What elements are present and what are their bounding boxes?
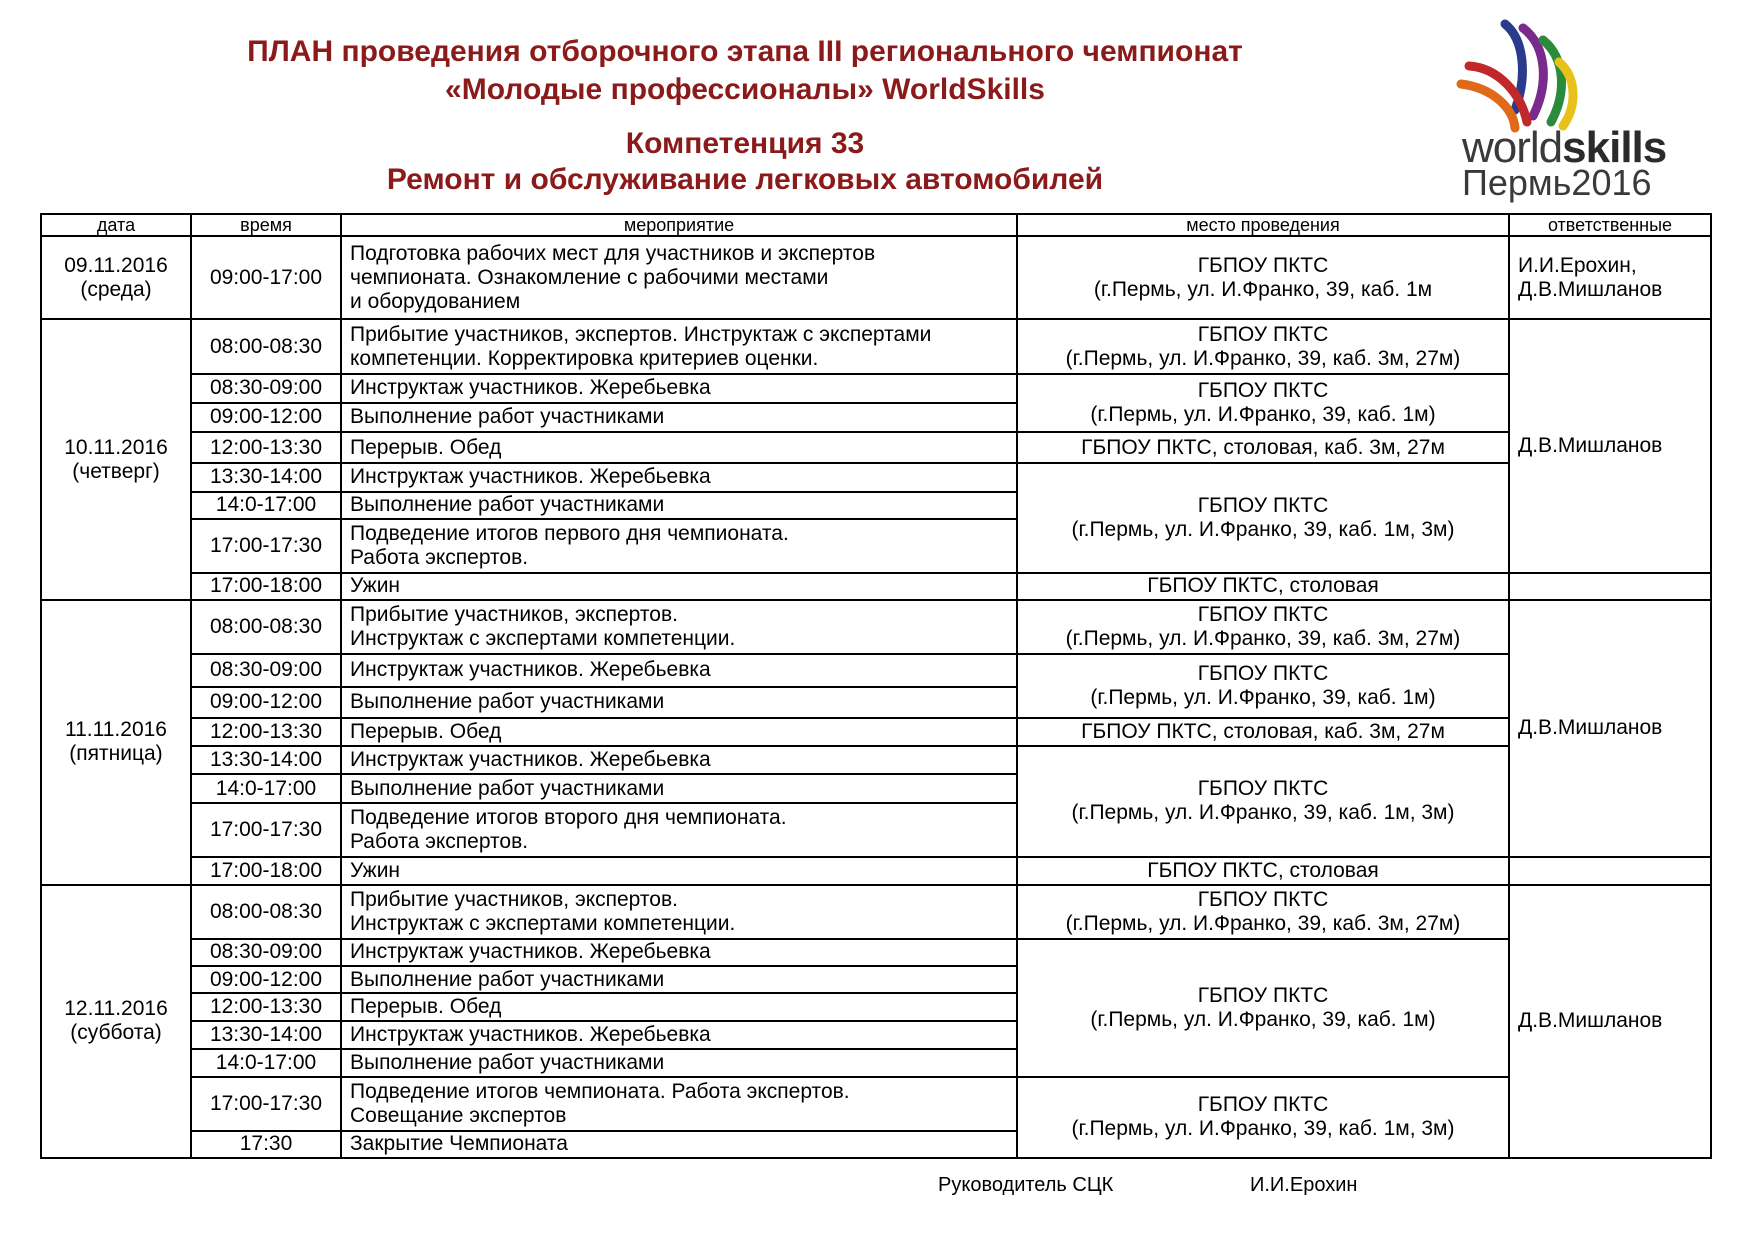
time-cell: 13:30-14:00 [191,463,341,491]
responsible-cell-empty [1509,573,1711,600]
table-row [41,600,1711,654]
place-cell: ГБПОУ ПКТС (г.Пермь, ул. И.Франко, 39, каб. 3м, 27м) [1017,885,1509,939]
table-row [41,236,1711,319]
time-cell: 09:00-12:00 [191,687,341,718]
time-cell: 08:00-08:30 [191,885,341,939]
date-cell: 12.11.2016 (суббота) [41,885,191,1158]
logo-skills: skills [1562,123,1667,172]
place-cell: ГБПОУ ПКТС (г.Пермь, ул. И.Франко, 39, каб. 1м, 3м) [1017,463,1509,573]
time-cell: 13:30-14:00 [191,746,341,774]
event-cell: Инструктаж участников. Жеребьевка [341,939,1017,966]
date-cell: 10.11.2016 (четверг) [41,319,191,600]
table-row [41,885,1711,939]
responsible-cell-empty [1509,857,1711,885]
event-cell: Перерыв. Обед [341,993,1017,1021]
plan-title-line-1: ПЛАН проведения отборочного этапа III регионального чемпионат [247,35,1243,68]
event-cell: Подведение итогов первого дня чемпионата. Работа экспертов. [341,519,1017,573]
competence-name: Ремонт и обслуживание легковых автомобилей [386,163,1104,196]
event-cell: Выполнение работ участниками [341,1049,1017,1076]
table-row [41,746,1711,774]
event-cell: Прибытие участников, экспертов. Инструктаж с экспертами компетенции. [341,600,1017,654]
date-cell: 11.11.2016 (пятница) [41,600,191,885]
date-cell: 09.11.2016 (среда) [41,236,191,319]
table-row [41,573,1711,600]
plan-title-line-2: «Молодые профессионалы» WorldSkills [445,73,1045,106]
place-cell: ГБПОУ ПКТС (г.Пермь, ул. И.Франко, 39, каб. 1м) [1017,654,1509,718]
event-cell: Выполнение работ участниками [341,966,1017,993]
event-cell: Закрытие Чемпионата [341,1131,1017,1158]
time-cell: 08:30-09:00 [191,654,341,686]
event-cell: Подготовка рабочих мест для участников и экспертов чемпионата. Ознакомление с рабочими местами и оборудованием [341,236,1017,319]
table-row [41,654,1711,686]
table-row [41,1077,1711,1131]
table-row [41,319,1711,373]
event-cell: Прибытие участников, экспертов. Инструктаж с экспертами компетенции. Корректировка критериев оценки. [341,319,1017,373]
logo-world: world [1462,123,1563,172]
time-cell: 17:00-17:30 [191,519,341,573]
responsible-cell: Д.В.Мишланов [1509,885,1711,1158]
time-cell: 13:30-14:00 [191,1021,341,1049]
time-cell: 12:00-13:30 [191,432,341,463]
time-cell: 14:0-17:00 [191,774,341,803]
time-cell: 17:00-18:00 [191,573,341,600]
schedule-table [40,213,1712,1159]
table-row [41,463,1711,491]
event-cell: Выполнение работ участниками [341,403,1017,432]
time-cell: 09:00-12:00 [191,403,341,432]
place-cell: ГБПОУ ПКТС, столовая [1017,857,1509,885]
place-cell: ГБПОУ ПКТС (г.Пермь, ул. И.Франко, 39, каб. 1м) [1017,939,1509,1077]
header-date: дата [41,214,191,236]
event-cell: Подведение итогов второго дня чемпионата. Работа экспертов. [341,803,1017,856]
place-cell: ГБПОУ ПКТС (г.Пермь, ул. И.Франко, 39, каб. 1м [1017,236,1509,319]
time-cell: 08:30-09:00 [191,939,341,966]
signature-name: И.И.Ерохин [1250,1174,1358,1196]
time-cell: 09:00-17:00 [191,236,341,319]
event-cell: Выполнение работ участниками [341,774,1017,803]
event-cell: Ужин [341,573,1017,600]
event-cell: Инструктаж участников. Жеребьевка [341,746,1017,774]
event-cell: Подведение итогов чемпионата. Работа экспертов. Совещание экспертов [341,1077,1017,1131]
signature-role: Руководитель СЦК [938,1174,1114,1196]
header-time: время [191,214,341,236]
header-responsible: ответственные [1509,214,1711,236]
time-cell: 14:0-17:00 [191,1049,341,1076]
event-cell: Перерыв. Обед [341,718,1017,746]
place-cell: ГБПОУ ПКТС, столовая, каб. 3м, 27м [1017,718,1509,746]
place-cell: ГБПОУ ПКТС (г.Пермь, ул. И.Франко, 39, каб. 1м, 3м) [1017,746,1509,857]
event-cell: Выполнение работ участниками [341,687,1017,718]
table-row [41,718,1711,746]
header-event: мероприятие [341,214,1017,236]
time-cell: 14:0-17:00 [191,492,341,519]
event-cell: Инструктаж участников. Жеребьевка [341,1021,1017,1049]
event-cell: Прибытие участников, экспертов. Инструктаж с экспертами компетенции. [341,885,1017,939]
place-cell: ГБПОУ ПКТС (г.Пермь, ул. И.Франко, 39, каб. 3м, 27м) [1017,600,1509,654]
event-cell: Инструктаж участников. Жеребьевка [341,463,1017,491]
responsible-cell: Д.В.Мишланов [1509,600,1711,857]
event-cell: Выполнение работ участниками [341,492,1017,519]
table-row [41,857,1711,885]
logo-city: Пермь2016 [1462,162,1652,203]
event-cell: Инструктаж участников. Жеребьевка [341,654,1017,686]
time-cell: 17:30 [191,1131,341,1158]
responsible-cell: Д.В.Мишланов [1509,319,1711,572]
header-place: место проведения [1017,214,1509,236]
time-cell: 08:30-09:00 [191,374,341,403]
time-cell: 17:00-17:30 [191,1077,341,1131]
table-row [41,374,1711,403]
time-cell: 12:00-13:30 [191,718,341,746]
place-cell: ГБПОУ ПКТС, столовая [1017,573,1509,600]
competence-number: Компетенция 33 [625,127,865,160]
event-cell: Ужин [341,857,1017,885]
table-header-row [41,214,1711,236]
time-cell: 17:00-18:00 [191,857,341,885]
table-row [41,939,1711,966]
place-cell: ГБПОУ ПКТС (г.Пермь, ул. И.Франко, 39, каб. 1м) [1017,374,1509,432]
event-cell: Перерыв. Обед [341,432,1017,463]
event-cell: Инструктаж участников. Жеребьевка [341,374,1017,403]
place-cell: ГБПОУ ПКТС (г.Пермь, ул. И.Франко, 39, каб. 1м, 3м) [1017,1077,1509,1158]
time-cell: 12:00-13:30 [191,993,341,1021]
time-cell: 09:00-12:00 [191,966,341,993]
place-cell: ГБПОУ ПКТС, столовая, каб. 3м, 27м [1017,432,1509,463]
time-cell: 17:00-17:30 [191,803,341,856]
responsible-cell: И.И.Ерохин, Д.В.Мишланов [1509,236,1711,319]
time-cell: 08:00-08:30 [191,600,341,654]
place-cell: ГБПОУ ПКТС (г.Пермь, ул. И.Франко, 39, каб. 3м, 27м) [1017,319,1509,373]
time-cell: 08:00-08:30 [191,319,341,373]
table-row [41,432,1711,463]
